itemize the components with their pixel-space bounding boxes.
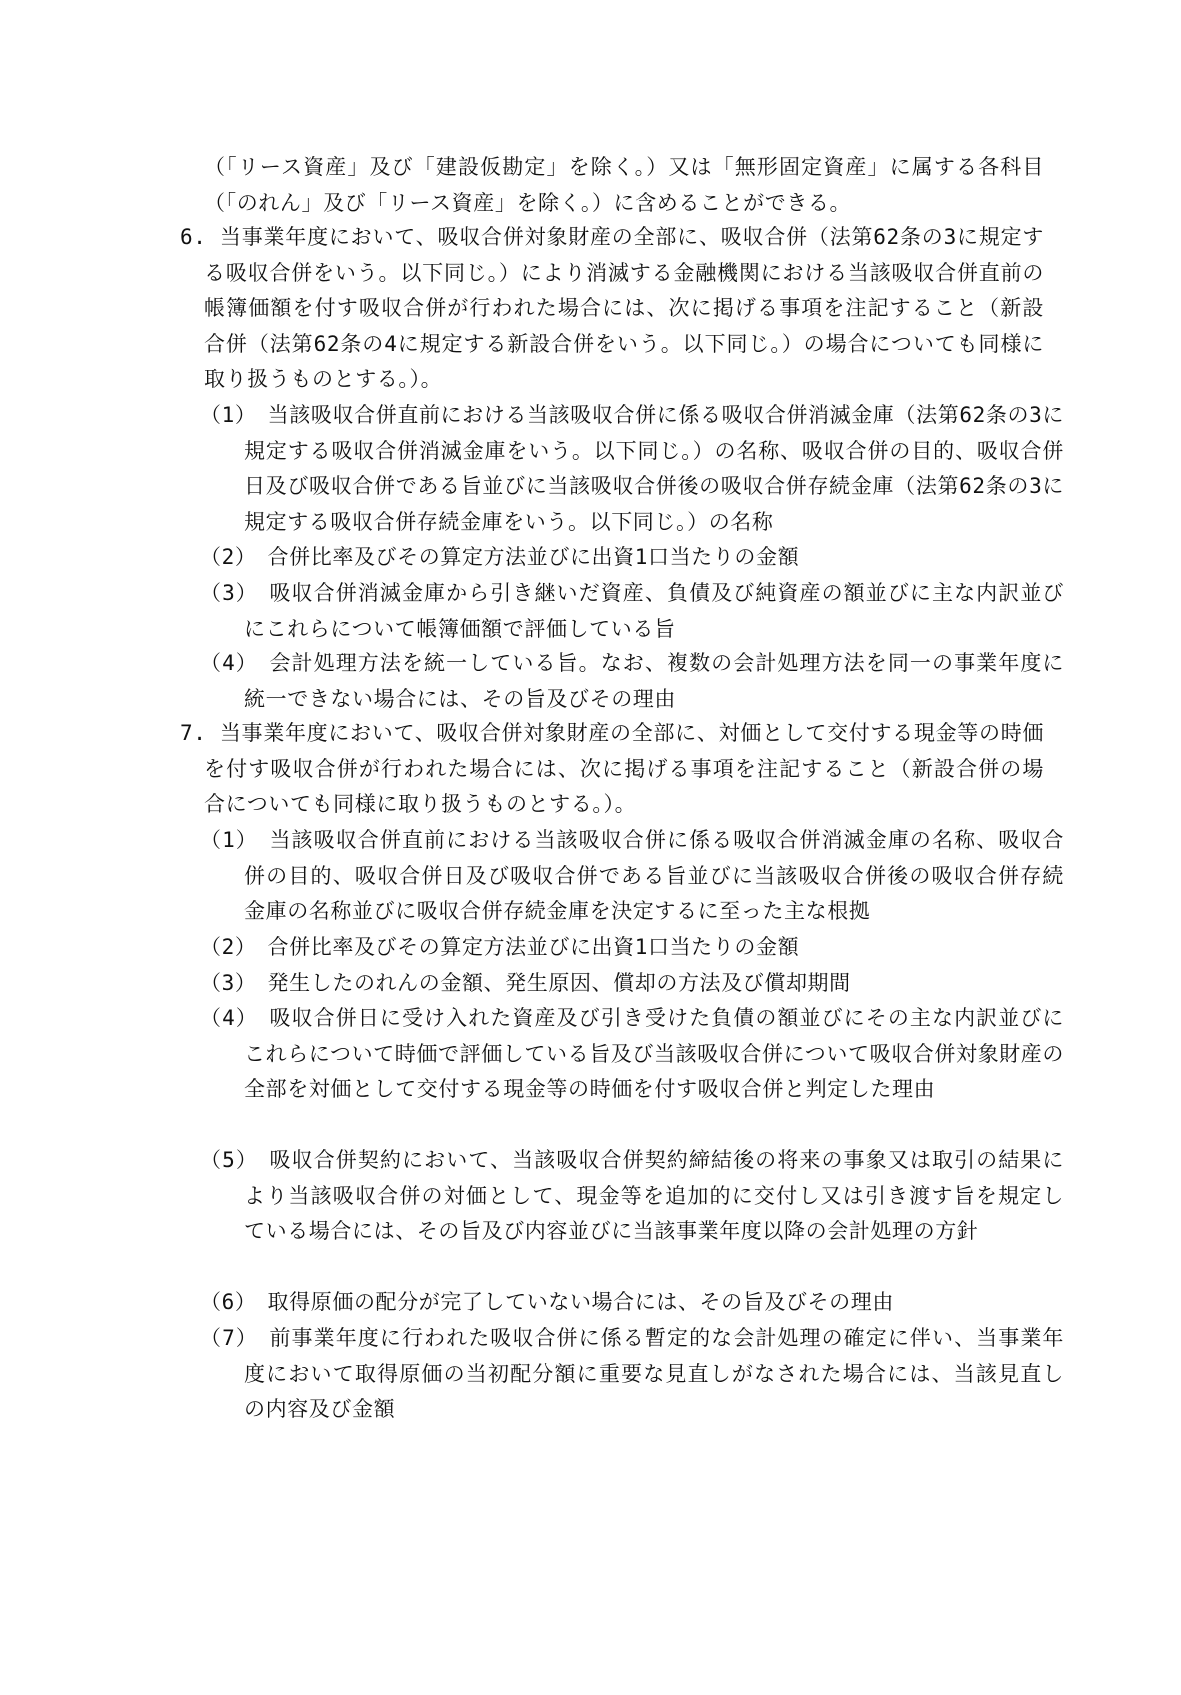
item-6-paragraph: 6. 当事業年度において、吸収合併対象財産の全部に、吸収合併（法第62条の3に規定する吸収合併をいう。以下同じ。）により消滅する金融機関における当該吸収合併直前の帳簿価額を付す吸収合併が行われた場合には、次に掲げる事項を注記すること（新設合併（法第62条の4に規定する新設合併をいう。以下同じ。）の場合についても同様に取り扱うものとする。）。 — [180, 225, 1044, 392]
continuation-paragraph: （「リース資産」及び「建設仮勘定」を除く。）又は「無形固定資産」に属する各科目（「のれん」及び「リース資産」を除く。）に含めることができる。 — [204, 155, 1044, 215]
item-7-sub-1: （1） 当該吸収合併直前における当該吸収合併に係る吸収合併消滅金庫の名称、吸収合併の目的、吸収合併日及び吸収合併である旨並びに当該吸収合併後の吸収合併存続金庫の名称並びに吸収合併存続金庫を決定するに至った主な根拠 — [200, 828, 1064, 924]
item-7-sub-6: （6） 取得原価の配分が完了していない場合には、その旨及びその理由 — [200, 1290, 894, 1314]
item-6-sub-2: （2） 合併比率及びその算定方法並びに出資1口当たりの金額 — [200, 545, 800, 569]
item-7-sub-4: （4） 吸収合併日に受け入れた資産及び引き受けた負債の額並びにその主な内訳並びにこれらについて時価で評価している旨及び当該吸収合併について吸収合併対象財産の全部を対価として交付する現金等の時価を付す吸収合併と判定した理由 — [200, 1006, 1064, 1102]
item-6-sub-4: （4） 会計処理方法を統一している旨。なお、複数の会計処理方法を同一の事業年度に統一できない場合には、その旨及びその理由 — [200, 651, 1064, 711]
item-6-sub-3: （3） 吸収合併消滅金庫から引き継いだ資産、負債及び純資産の額並びに主な内訳並びにこれらについて帳簿価額で評価している旨 — [200, 581, 1064, 641]
item-6-sub-1: （1） 当該吸収合併直前における当該吸収合併に係る吸収合併消滅金庫（法第62条の3に規定する吸収合併消滅金庫をいう。以下同じ。）の名称、吸収合併の目的、吸収合併日及び吸収合併である旨並びに当該吸収合併後の吸収合併存続金庫（法第62条の3に規定する吸収合併存続金庫をいう。以下同じ。）の名称 — [200, 403, 1064, 534]
item-7-sub-5: （5） 吸収合併契約において、当該吸収合併契約締結後の将来の事象又は取引の結果により当該吸収合併の対価として、現金等を追加的に交付し又は引き渡す旨を規定している場合には、その旨及び内容並びに当該事業年度以降の会計処理の方針 — [200, 1148, 1064, 1244]
item-7-sub-7: （7） 前事業年度に行われた吸収合併に係る暫定的な会計処理の確定に伴い、当事業年度において取得原価の当初配分額に重要な見直しがなされた場合には、当該見直しの内容及び金額 — [200, 1326, 1064, 1422]
item-7-sub-3: （3） 発生したのれんの金額、発生原因、償却の方法及び償却期間 — [200, 971, 851, 995]
item-7-paragraph: 7. 当事業年度において、吸収合併対象財産の全部に、対価として交付する現金等の時価を付す吸収合併が行われた場合には、次に掲げる事項を注記すること（新設合併の場合についても同様に取り扱うものとする。）。 — [180, 721, 1044, 817]
item-7-sub-2: （2） 合併比率及びその算定方法並びに出資1口当たりの金額 — [200, 935, 800, 959]
